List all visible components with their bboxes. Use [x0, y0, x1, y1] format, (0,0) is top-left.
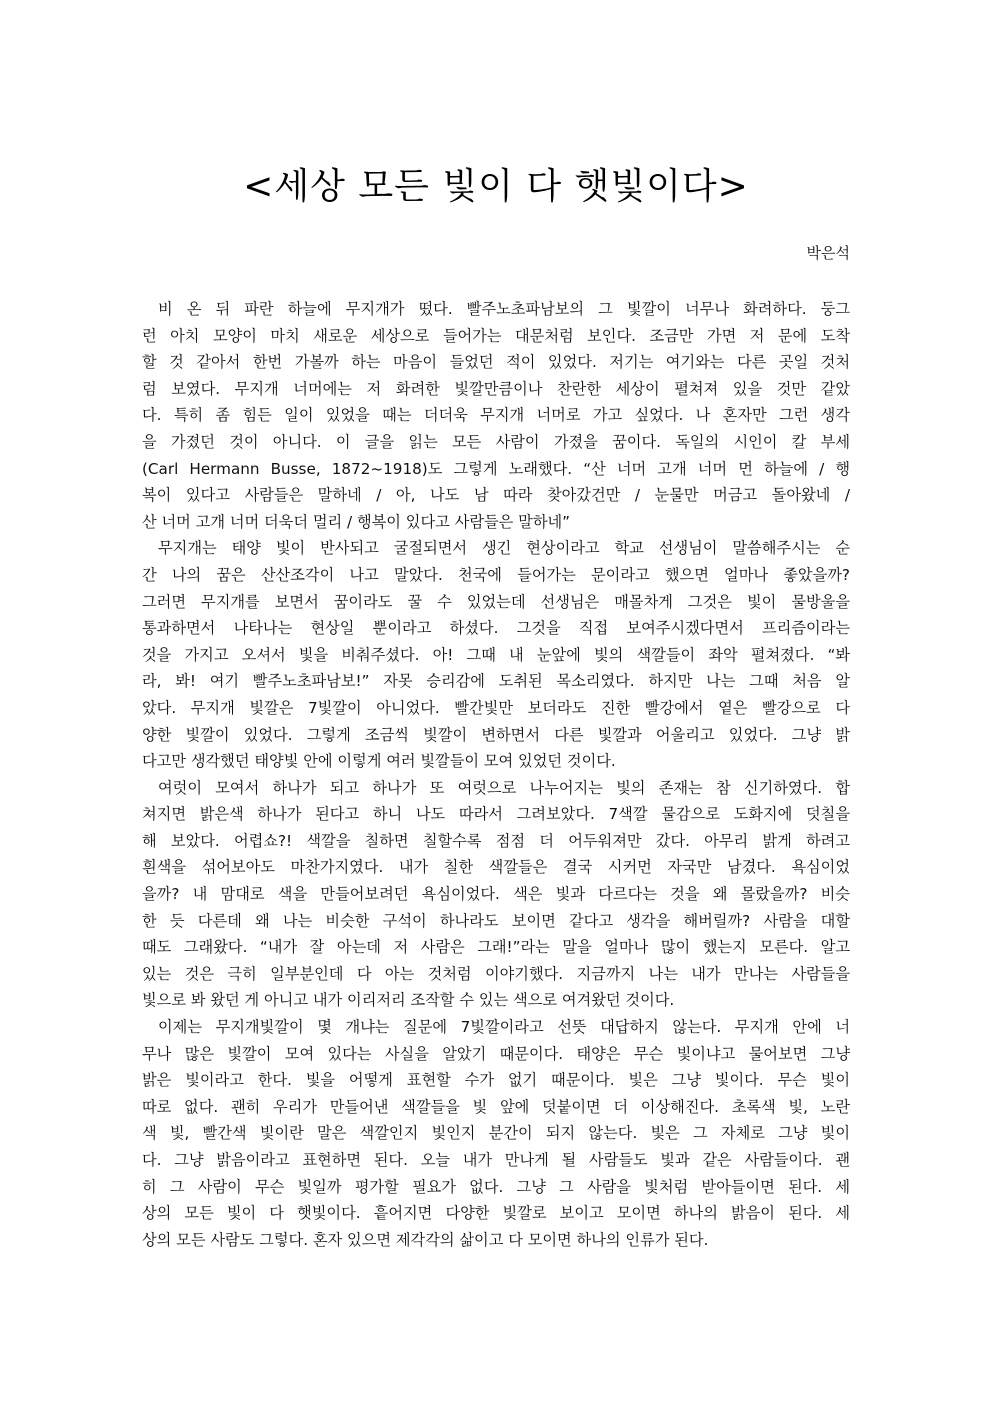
- paragraph-2: [142, 535, 850, 774]
- paragraph-4: [142, 1014, 850, 1253]
- author-name: 박은석: [806, 244, 850, 262]
- text-line: 라, 봐! 여기 빨주노초파남보!” 자못 승리감에 도취된 목소리였다. 하지만 나는 그때 처음 알: [142, 672, 850, 691]
- text-line: 밝은 빛이라고 한다. 빛을 어떻게 표현할 수가 없기 때문이다. 빛은 그냥 빛이다. 무슨 빛이: [142, 1071, 850, 1090]
- text-line: 해 보았다. 어렵쇼?! 색깔을 칠하면 칠할수록 점점 더 어두워져만 갔다. 아무리 밝게 하려고: [142, 831, 850, 850]
- text-line: 다. 특히 좀 힘든 일이 있었을 때는 더더욱 무지개 너머로 가고 싶었다. 나 혼자만 그런 생각: [142, 406, 850, 425]
- text-line: 그러면 무지개를 보면서 꿈이라도 꿀 수 있었는데 선생님은 매몰차게 그것은 빛이 물방울을: [142, 592, 850, 611]
- text-line: 빛으로 봐 왔던 게 아니고 내가 이리저리 조작할 수 있는 색으로 여겨왔던 것이다.: [142, 991, 675, 1010]
- text-line: (Carl Hermann Busse, 1872~1918)도 그렇게 노래했다. “산 너머 고개 너머 먼 하늘에 / 행: [142, 459, 850, 478]
- text-line: 았다. 무지개 빛깔은 7빛깔이 아니었다. 빨간빛만 보더라도 진한 빨강에서 옅은 빨강으로 다: [142, 698, 850, 717]
- text-line: 산 너머 고개 너머 더욱더 멀리 / 행복이 있다고 사람들은 말하네”: [142, 512, 571, 531]
- text-line: 럼 보였다. 무지개 너머에는 저 화려한 빛깔만큼이나 찬란한 세상이 펼쳐져 있을 것만 같았: [142, 379, 850, 398]
- document-body: [142, 296, 850, 1253]
- text-line: 상의 모든 사람도 그렇다. 혼자 있으면 제각각의 삶이고 다 모이면 하나의 인류가 된다.: [142, 1230, 709, 1249]
- paragraph-3: [142, 775, 850, 1014]
- text-line: 것을 가지고 오셔서 빛을 비춰주셨다. 아! 그때 내 눈앞에 빛의 색깔들이 좌악 펼쳐졌다. “봐: [142, 645, 850, 664]
- text-line: 무나 많은 빛깔이 모여 있다는 사실을 알았기 때문이다. 태양은 무슨 빛이냐고 물어보면 그냥: [142, 1044, 850, 1063]
- text-line: 비 온 뒤 파란 하늘에 무지개가 떴다. 빨주노초파남보의 그 빛깔이 너무나 화려하다. 둥그: [158, 300, 850, 318]
- text-line: 할 것 같아서 한번 가볼까 하는 마음이 들었던 적이 있었다. 저기는 여기와는 다른 곳일 것처: [142, 353, 850, 372]
- text-line: 무지개는 태양 빛이 반사되고 굴절되면서 생긴 현상이라고 학교 선생님이 말씀해주시는 순: [158, 539, 850, 558]
- text-line: 때도 그래왔다. “내가 잘 아는데 저 사람은 그래!”라는 말을 얼마나 많이 했는지 모른다. 알고: [142, 938, 850, 957]
- text-line: 런 아치 모양이 마치 새로운 세상으로 들어가는 대문처럼 보인다. 조금만 가면 저 문에 도착: [142, 326, 850, 345]
- document-title: <세상 모든 빛이 다 햇빛이다>: [243, 166, 749, 207]
- text-line: 흰색을 섞어보아도 마찬가지였다. 내가 칠한 색깔들은 결국 시커먼 자국만 남겼다. 욕심이었: [142, 858, 850, 877]
- text-line: 양한 빛깔이 있었다. 그렇게 조금씩 빛깔이 변하면서 다른 빛깔과 어울리고 있었다. 그냥 밝: [142, 725, 850, 744]
- text-line: 통과하면서 나타나는 현상일 뿐이라고 하셨다. 그것을 직접 보여주시겠다면서 프리즘이라는: [142, 619, 850, 638]
- text-line: 복이 있다고 사람들은 말하네 / 아, 나도 남 따라 찾아갔건만 / 눈물만 머금고 돌아왔네 /: [142, 486, 850, 505]
- text-line: 다고만 생각했던 태양빛 안에 이렇게 여러 빛깔들이 모여 있었던 것이다.: [142, 752, 616, 771]
- paragraph-1: [142, 296, 850, 535]
- text-line: 여럿이 모여서 하나가 되고 하나가 또 여럿으로 나누어지는 빛의 존재는 참 신기하였다. 합: [158, 778, 850, 797]
- text-line: 있는 것은 극히 일부분인데 다 아는 것처럼 이야기했다. 지금까지 나는 내가 만나는 사람들을: [142, 964, 850, 983]
- text-line: 간 나의 꿈은 산산조각이 나고 말았다. 천국에 들어가는 문이라고 했으면 얼마나 좋았을까?: [142, 565, 850, 584]
- text-line: 히 그 사람이 무슨 빛일까 평가할 필요가 없다. 그냥 그 사람을 빛처럼 받아들이면 된다. 세: [142, 1177, 850, 1196]
- text-line: 을 가졌던 것이 아니다. 이 글을 읽는 모든 사람이 가졌을 꿈이다. 독일의 시인이 칼 부세: [142, 432, 850, 451]
- text-line: 을까? 내 맘대로 색을 만들어보려던 욕심이었다. 색은 빛과 다르다는 것을 왜 몰랐을까? 비슷: [142, 885, 850, 904]
- text-line: 상의 모든 빛이 다 햇빛이다. 흩어지면 다양한 빛깔로 보이고 모이면 하나의 밝음이 된다. 세: [142, 1204, 850, 1223]
- text-line: 쳐지면 밝은색 하나가 된다고 하니 나도 따라서 그려보았다. 7색깔 물감으로 도화지에 덧칠을: [142, 805, 850, 824]
- text-line: 따로 없다. 괜히 우리가 만들어낸 색깔들을 빛 앞에 덧붙이면 더 이상해진다. 초록색 빛, 노란: [142, 1097, 850, 1116]
- text-line: 이제는 무지개빛깔이 몇 개냐는 질문에 7빛깔이라고 선뜻 대답하지 않는다. 무지개 안에 너: [158, 1018, 850, 1037]
- text-line: 한 듯 다른데 왜 나는 비슷한 구석이 하나라도 보이면 같다고 생각을 해버릴까? 사람을 대할: [142, 911, 850, 930]
- text-line: 색 빛, 빨간색 빛이란 말은 색깔인지 빛인지 분간이 되지 않는다. 빛은 그 자체로 그냥 빛이: [142, 1124, 850, 1143]
- text-line: 다. 그냥 밝음이라고 표현하면 된다. 오늘 내가 만나게 될 사람들도 빛과 같은 사람들이다. 괜: [142, 1151, 850, 1169]
